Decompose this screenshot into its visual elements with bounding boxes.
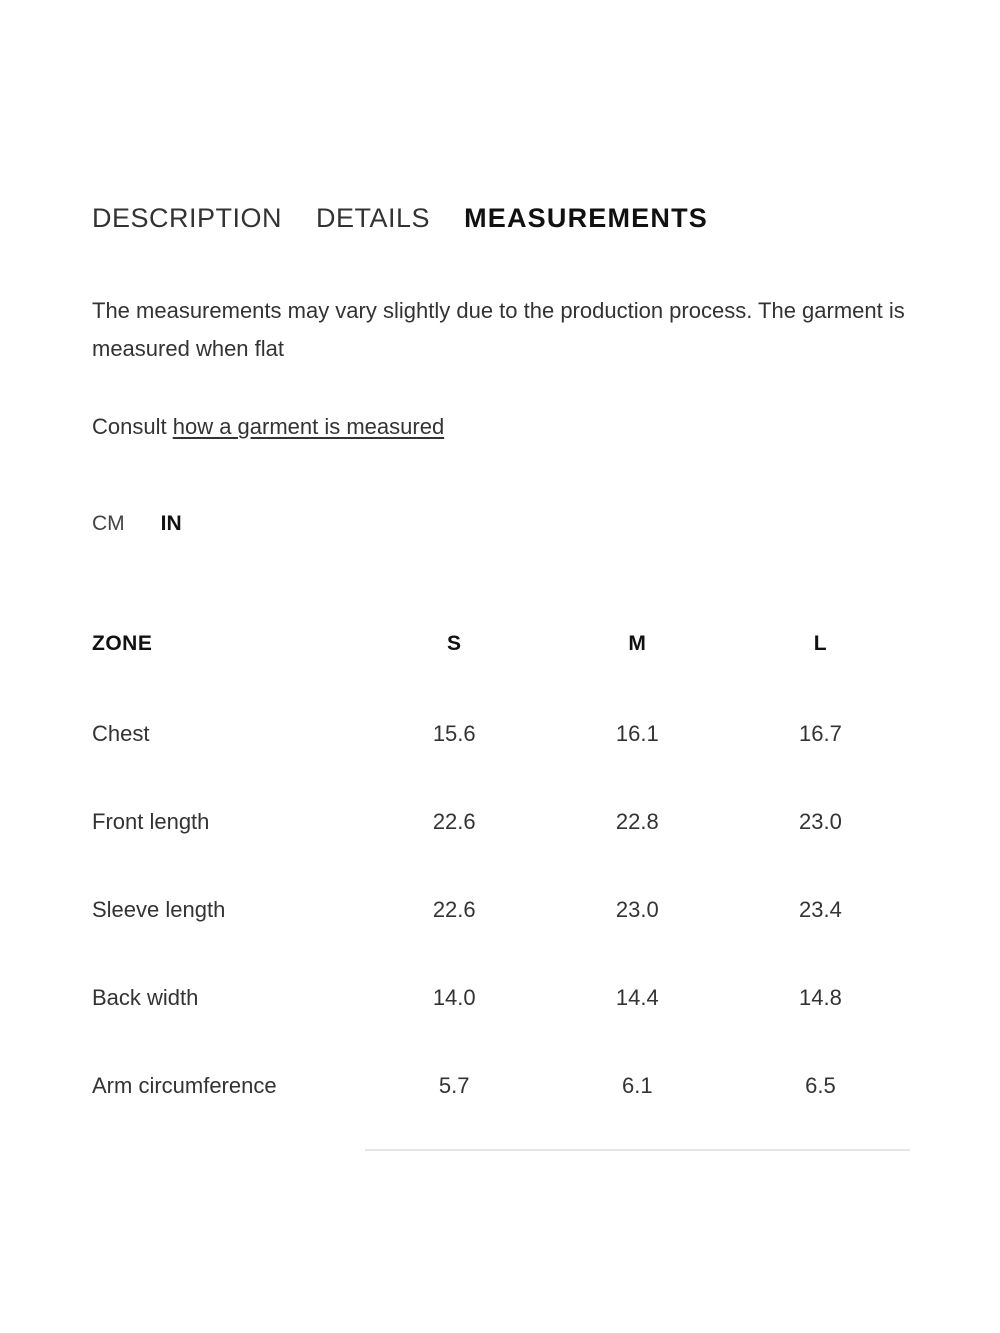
- value-s: 15.6: [432, 721, 476, 746]
- value-l: 23.0: [799, 809, 842, 834]
- how-measured-link[interactable]: how a garment is measured: [172, 414, 445, 439]
- unit-toggle: [92, 512, 218, 536]
- column-header-m: M: [628, 632, 647, 655]
- table-row: [92, 778, 912, 866]
- column-header-s: S: [446, 632, 462, 655]
- table-row: [92, 954, 912, 1042]
- value-m: 14.4: [615, 985, 659, 1010]
- tab-details[interactable]: DETAILS: [316, 203, 431, 233]
- value-m: 22.8: [615, 809, 659, 834]
- column-header-l: L: [813, 632, 828, 655]
- value-m: 16.1: [615, 721, 659, 746]
- table-header-row: [92, 598, 912, 690]
- column-header-zone: ZONE: [92, 632, 153, 655]
- value-s: 5.7: [438, 1073, 470, 1098]
- value-s: 14.0: [432, 985, 476, 1010]
- value-l: 16.7: [799, 721, 842, 746]
- value-l: 6.5: [805, 1073, 836, 1098]
- tab-measurements[interactable]: MEASUREMENTS: [464, 203, 708, 233]
- divider: [365, 1149, 910, 1151]
- value-m: 6.1: [622, 1073, 653, 1098]
- unit-cm-button[interactable]: CM: [92, 512, 125, 535]
- value-l: 14.8: [799, 985, 842, 1010]
- measurement-disclaimer: The measurements may vary slightly due to the production process. The garment is measured when flat: [92, 298, 905, 361]
- tab-description[interactable]: DESCRIPTION: [92, 203, 283, 233]
- value-s: 22.6: [432, 897, 476, 922]
- zone-label: Back width: [92, 985, 199, 1010]
- unit-in-button[interactable]: IN: [160, 512, 182, 535]
- zone-label: Chest: [92, 721, 150, 746]
- measurements-table: [92, 598, 912, 1130]
- zone-label: Front length: [92, 809, 210, 834]
- table-row: [92, 690, 912, 778]
- value-m: 23.0: [615, 897, 659, 922]
- value-s: 22.6: [432, 809, 476, 834]
- tab-bar: [92, 203, 742, 234]
- value-l: 23.4: [799, 897, 842, 922]
- consult-line: [92, 414, 444, 440]
- consult-prefix: Consult: [92, 414, 173, 439]
- table-row: [92, 866, 912, 954]
- zone-label: Arm circumference: [92, 1073, 277, 1098]
- table-row: [92, 1042, 912, 1130]
- zone-label: Sleeve length: [92, 897, 226, 922]
